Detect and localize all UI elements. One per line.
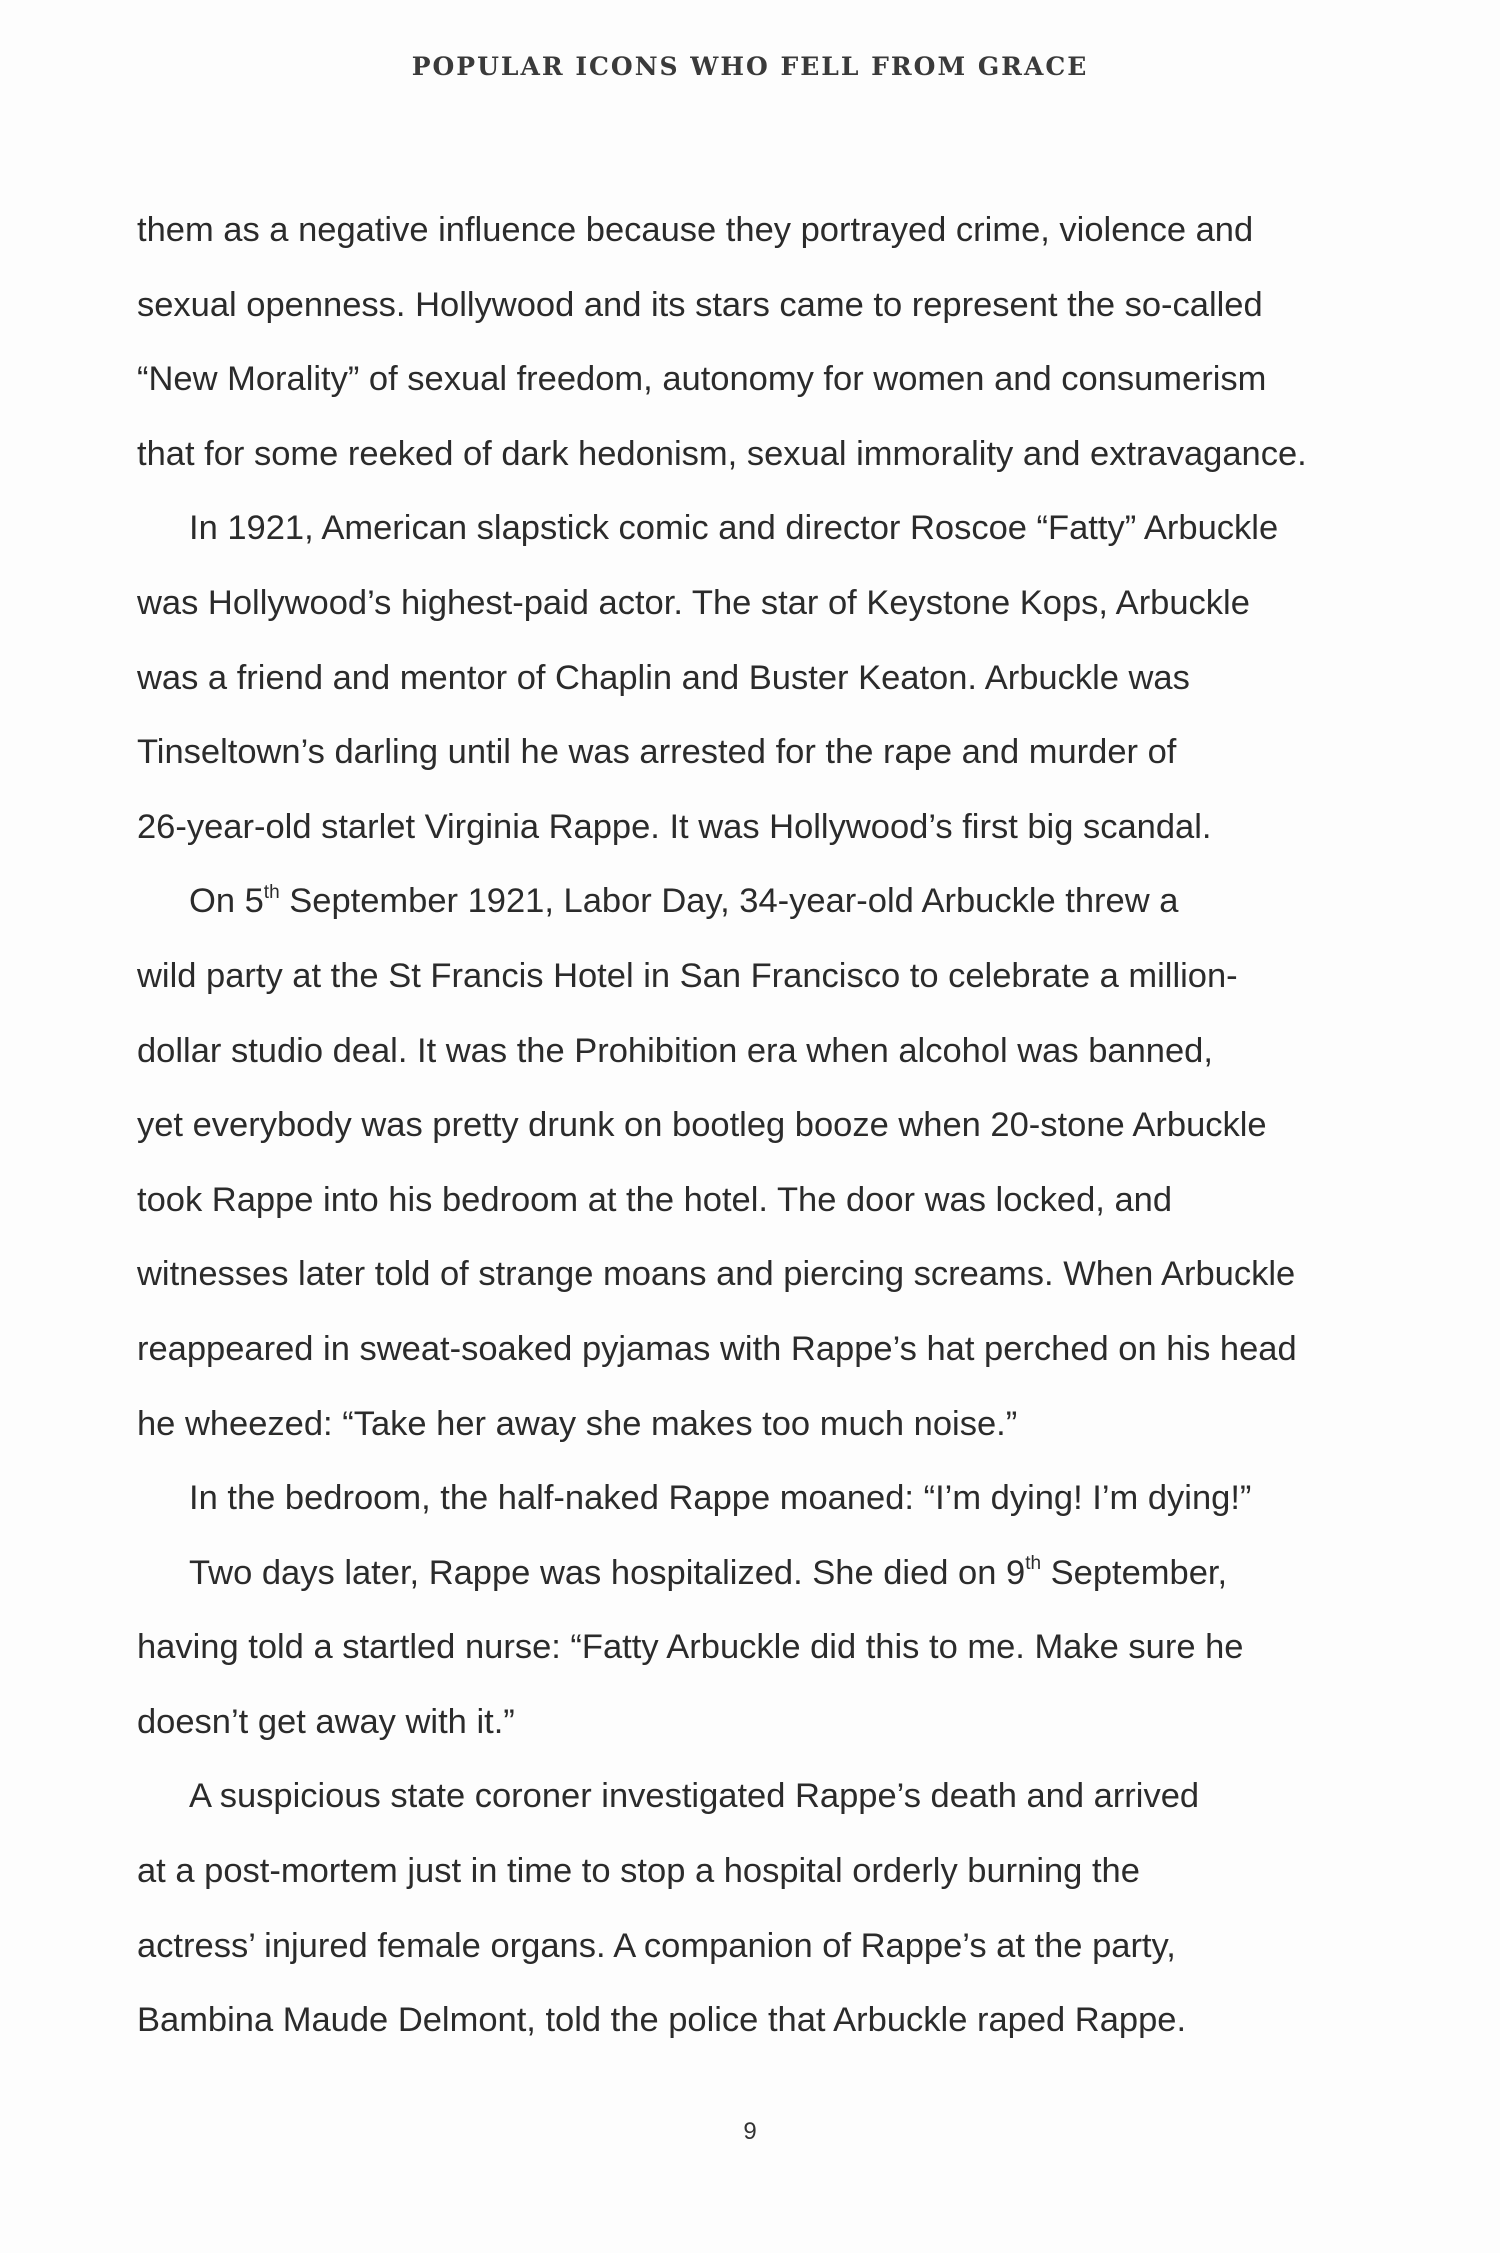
text-line: them as a negative influence because they portrayed crime, violence and xyxy=(137,211,1254,249)
ordinal-suffix: th xyxy=(1025,1553,1042,1575)
text-line: dollar studio deal. It was the Prohibition era when alcohol was banned, xyxy=(137,1031,1213,1070)
line-text: Two days later, Rappe was hospitalized. She died on 9 xyxy=(189,1553,1026,1592)
text-line: reappeared in sweat-soaked pyjamas with Rappe’s hat perched on his head xyxy=(137,1329,1297,1368)
running-head: POPULAR ICONS WHO FELL FROM GRACE xyxy=(411,52,1089,81)
text-line: yet everybody was pretty drunk on bootleg booze when 20-stone Arbuckle xyxy=(137,1106,1267,1145)
page-number: 9 xyxy=(743,2118,757,2145)
text-line: wild party at the St Francis Hotel in San Francisco to celebrate a million- xyxy=(137,956,1238,995)
text-line: he wheezed: “Take her away she makes too much noise.” xyxy=(137,1404,1018,1443)
paragraph-start-line: In the bedroom, the half-naked Rappe moaned: “I’m dying! I’m dying!” xyxy=(189,1479,1252,1518)
text-line: Tinseltown’s darling until he was arrested for the rape and murder of xyxy=(137,733,1177,772)
text-line: at a post-mortem just in time to stop a hospital orderly burning the xyxy=(137,1852,1140,1891)
text-line: sexual openness. Hollywood and its stars came to represent the so-called xyxy=(137,285,1263,324)
paragraph-start-line: A suspicious state coroner investigated Rappe’s death and arrived xyxy=(189,1777,1200,1816)
text-line: witnesses later told of strange moans and piercing screams. When Arbuckle xyxy=(137,1255,1296,1294)
body-text xyxy=(137,208,1392,2073)
text-line: having told a startled nurse: “Fatty Arbuckle did this to me. Make sure he xyxy=(137,1628,1244,1667)
line-text: September 1921, Labor Day, 34-year-old Arbuckle threw a xyxy=(279,882,1179,921)
text-line: “New Morality” of sexual freedom, autonomy for women and consumerism xyxy=(137,360,1267,399)
text-line: took Rappe into his bedroom at the hotel. The door was locked, and xyxy=(137,1180,1173,1219)
line-text: On 5 xyxy=(189,882,264,921)
text-line: actress’ injured female organs. A companion of Rappe’s at the party, xyxy=(137,1926,1176,1965)
text-line: was a friend and mentor of Chaplin and Buster Keaton. Arbuckle was xyxy=(137,658,1190,697)
text-line: doesn’t get away with it.” xyxy=(137,1702,515,1741)
line-text: September, xyxy=(1041,1553,1228,1592)
paragraph-start-line xyxy=(137,1551,1392,1626)
text-line: that for some reeked of dark hedonism, sexual immorality and extravagance. xyxy=(137,434,1307,473)
paragraph-start-line xyxy=(137,879,1392,954)
text-line: was Hollywood’s highest-paid actor. The star of Keystone Kops, Arbuckle xyxy=(137,583,1250,622)
paragraph-start-line: In 1921, American slapstick comic and director Roscoe “Fatty” Arbuckle xyxy=(189,509,1279,548)
text-line: Bambina Maude Delmont, told the police that Arbuckle raped Rappe. xyxy=(137,2001,1187,2040)
text-line: 26-year-old starlet Virginia Rappe. It was Hollywood’s first big scandal. xyxy=(137,807,1212,846)
ordinal-suffix: th xyxy=(263,881,280,903)
